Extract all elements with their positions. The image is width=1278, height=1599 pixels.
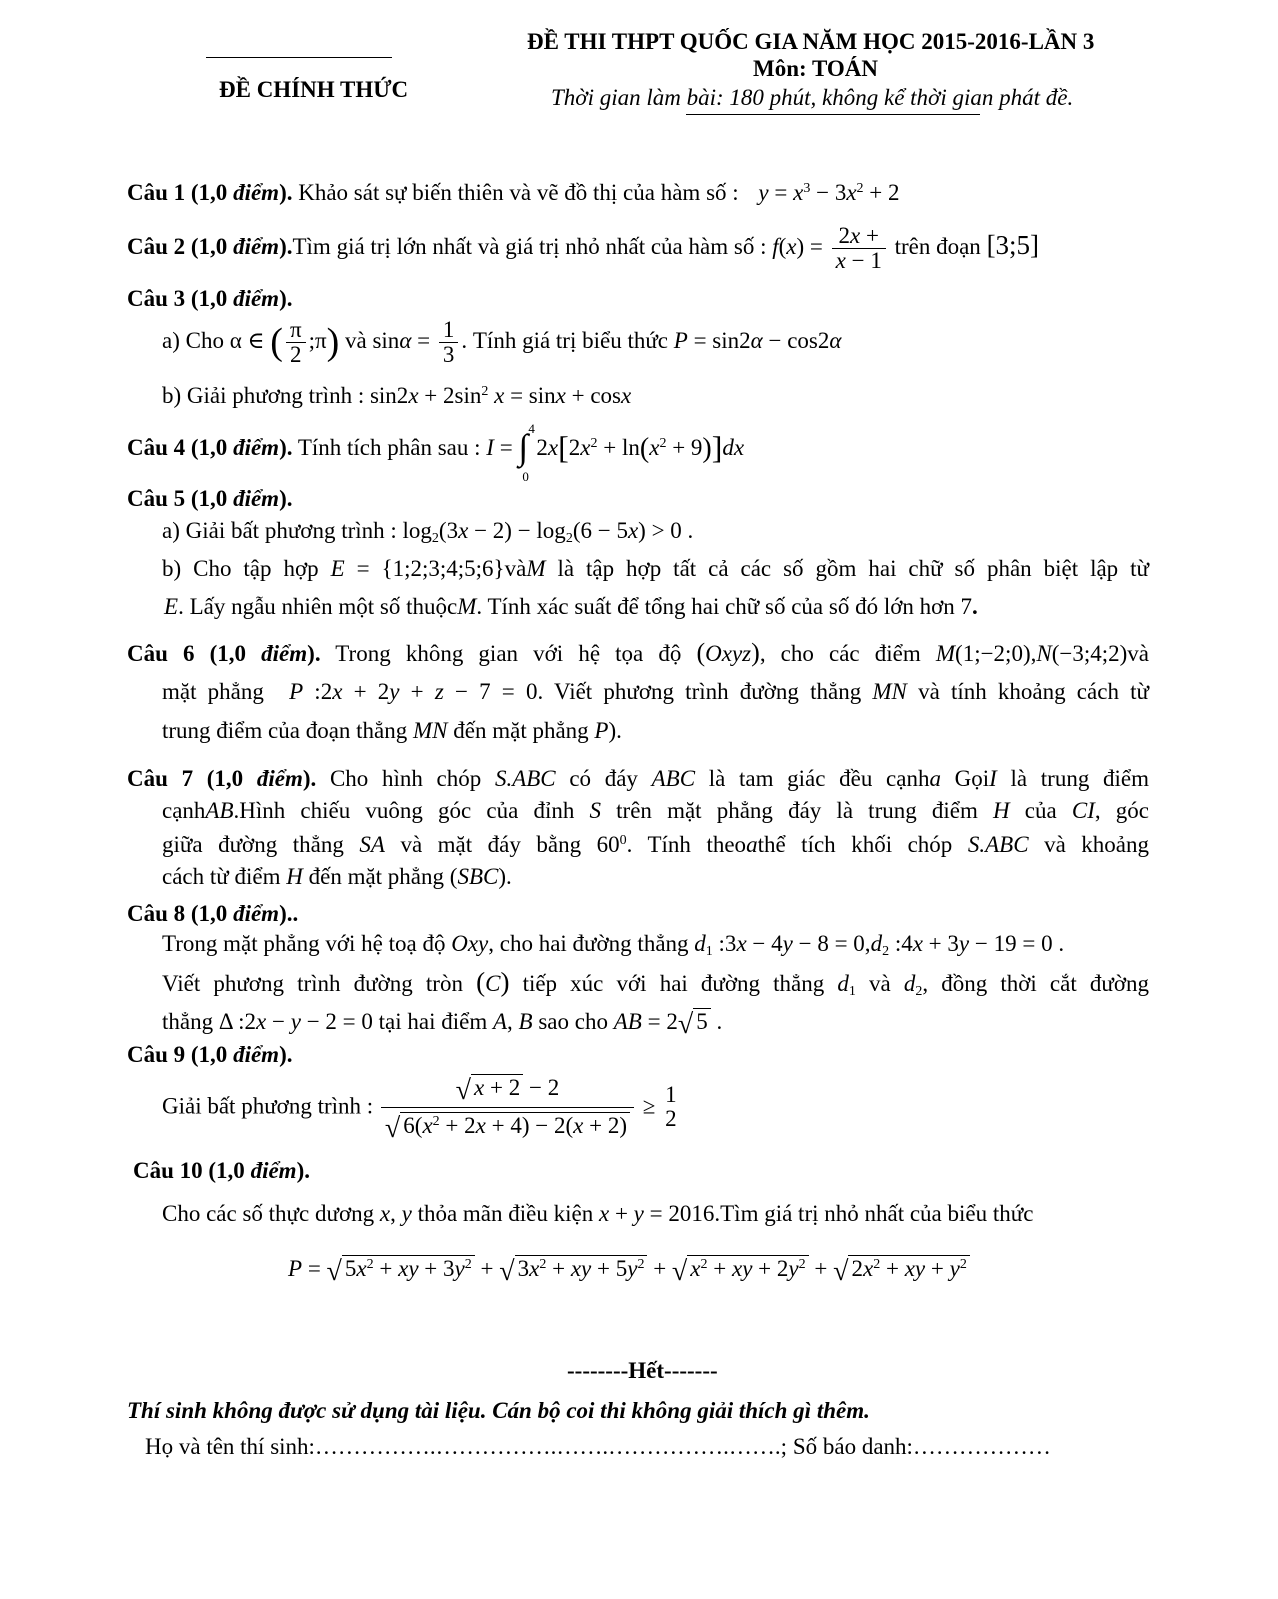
q2-fraction: $\frac{2x +}{x - 1}$ (832, 224, 886, 273)
exam-title: ĐỀ THI THPT QUỐC GIA NĂM HỌC 2015-2016-LẦN 3 (527, 29, 1095, 54)
question-6-line3: trung điểm của đoạn thẳng MN đến mặt phẳng P). (162, 718, 622, 743)
question-8: Câu 8 (1,0 điểm).. (127, 901, 299, 926)
question-7: Câu 7 (1,0 điểm). Cho hình chóp S.ABC có đáy ABC là tam giác đều cạnha GọiI là trung điểm (127, 766, 1150, 791)
question-7-line2: cạnhAB.Hình chiếu vuông góc của đỉnh S trên mặt phẳng đáy là trung điểm H của CI, góc (162, 798, 1149, 823)
question-9-inequality: Giải bất phương trình : $\frac{√ x + 2 - 2}{√ 6(x^2 + 2x + 4) - 2(x + 2)}$ ≥ 1 2 (162, 1072, 684, 1141)
question-10-expression: P = √ $5x^2$ + xy + $3y^2$ + √ $3x^2$ + xy + $5y^2$ + √ $x^2$ + xy + $2y^2$ + √ $2x^2$ + xy + $y^2$ (288, 1254, 970, 1287)
question-8-line2: Viết phương trình đường tròn (C) tiếp xúc với hai đường thẳng $d_1$ và $d_2$, đồng thời cắt đường (162, 967, 1149, 999)
question-5a: a) Giải bất phương trình : $\log_2(3x - 2) - \log_2(6 - 5x) > 0$ . (162, 518, 694, 546)
question-6-line2: mặt phẳng P :2x + 2y + z − 7 = 0. Viết phương trình đường thẳng MN và tính khoảng cách từ (162, 679, 1149, 704)
end-marker: --------Hết------- (567, 1358, 718, 1383)
exam-duration: Thời gian làm bài: 180 phút, không kể thời gian phát đề. (551, 85, 1074, 110)
question-9: Câu 9 (1,0 điểm). (127, 1042, 293, 1067)
question-3a: a) Cho α ∈ ( $\frac{\pi}{2}$ ;π) và sinα = $\frac{1}{3}$ . Tính giá trị biểu thức P = sin2α − cos2α (162, 317, 842, 367)
question-5b: b) Cho tập hợp E = {1;2;3;4;5;6}vàM là tập hợp tất cả các số gồm hai chữ số phân biệt lập từ (162, 556, 1149, 581)
header-right-rule (686, 114, 980, 115)
question-3: Câu 3 (1,0 điểm). (127, 286, 293, 311)
question-7-line3: giữa đường thẳng SA và mặt đáy bằng $60^0$. Tính theoathể tích khối chóp S.ABC và khoảng (162, 832, 1150, 857)
question-7-line4: cách từ điểm H đến mặt phẳng (SBC). (162, 864, 512, 889)
question-4: Câu 4 (1,0 điểm). Tính tích phân sau : I = ∫ 4 0 $2x[2x^2 + \ln(x^2 + 9)]dx$ (127, 421, 745, 484)
header-left-rule (206, 57, 392, 58)
official-label: ĐỀ CHÍNH THỨC (219, 77, 409, 102)
question-10-line1: Cho các số thực dương x, y thỏa mãn điều kiện x + y = 2016.Tìm giá trị nhỏ nhất của biểu thức (162, 1201, 1034, 1226)
footer-note: Thí sinh không được sử dụng tài liệu. Cán bộ coi thi không giải thích gì thêm. (127, 1398, 870, 1423)
question-5: Câu 5 (1,0 điểm). (127, 486, 293, 511)
question-10: Câu 10 (1,0 điểm). (133, 1158, 310, 1183)
question-8-line3: thẳng Δ :2x − y − 2 = 0 tại hai điểm A, B sao cho AB = 2√ 5 . (162, 1009, 723, 1040)
question-5b-line2: E. Lấy ngẫu nhiên một số thuộcM. Tính xác suất để tổng hai chữ số của số đó lớn hơn 7. (164, 594, 978, 619)
question-8-line1: Trong mặt phẳng với hệ toạ độ Oxy, cho hai đường thẳng $d_1$ :3x − $4y - 8 = 0,d_2$ :4x + 3y − 19 = 0 . (162, 931, 1065, 959)
question-6: Câu 6 (1,0 điểm). Trong không gian với hệ tọa độ (Oxyz), cho các điểm M(1;−2;0),N(−3;4;2)và (127, 638, 1149, 667)
question-3b: b) Giải phương trình : $\sin 2x + 2\sin^2$ x = sinx + cosx (162, 383, 632, 408)
candidate-info-line: Họ và tên thí sinh:…………….…………….…….…………….…….; Số báo danh:……………… (145, 1434, 1051, 1459)
question-2: Câu 2 (1,0 điểm).Tìm giá trị lớn nhất và giá trị nhỏ nhất của hàm số : f(x) = $\frac{2x +}{x - 1}$ trên đoạn [3;5] (127, 223, 1040, 273)
question-1: Câu 1 (1,0 điểm). Khảo sát sự biến thiên và vẽ đồ thị của hàm số : $y = x^3 - 3x^2 + 2$ (127, 180, 900, 205)
exam-subject: Môn: TOÁN (753, 56, 879, 81)
